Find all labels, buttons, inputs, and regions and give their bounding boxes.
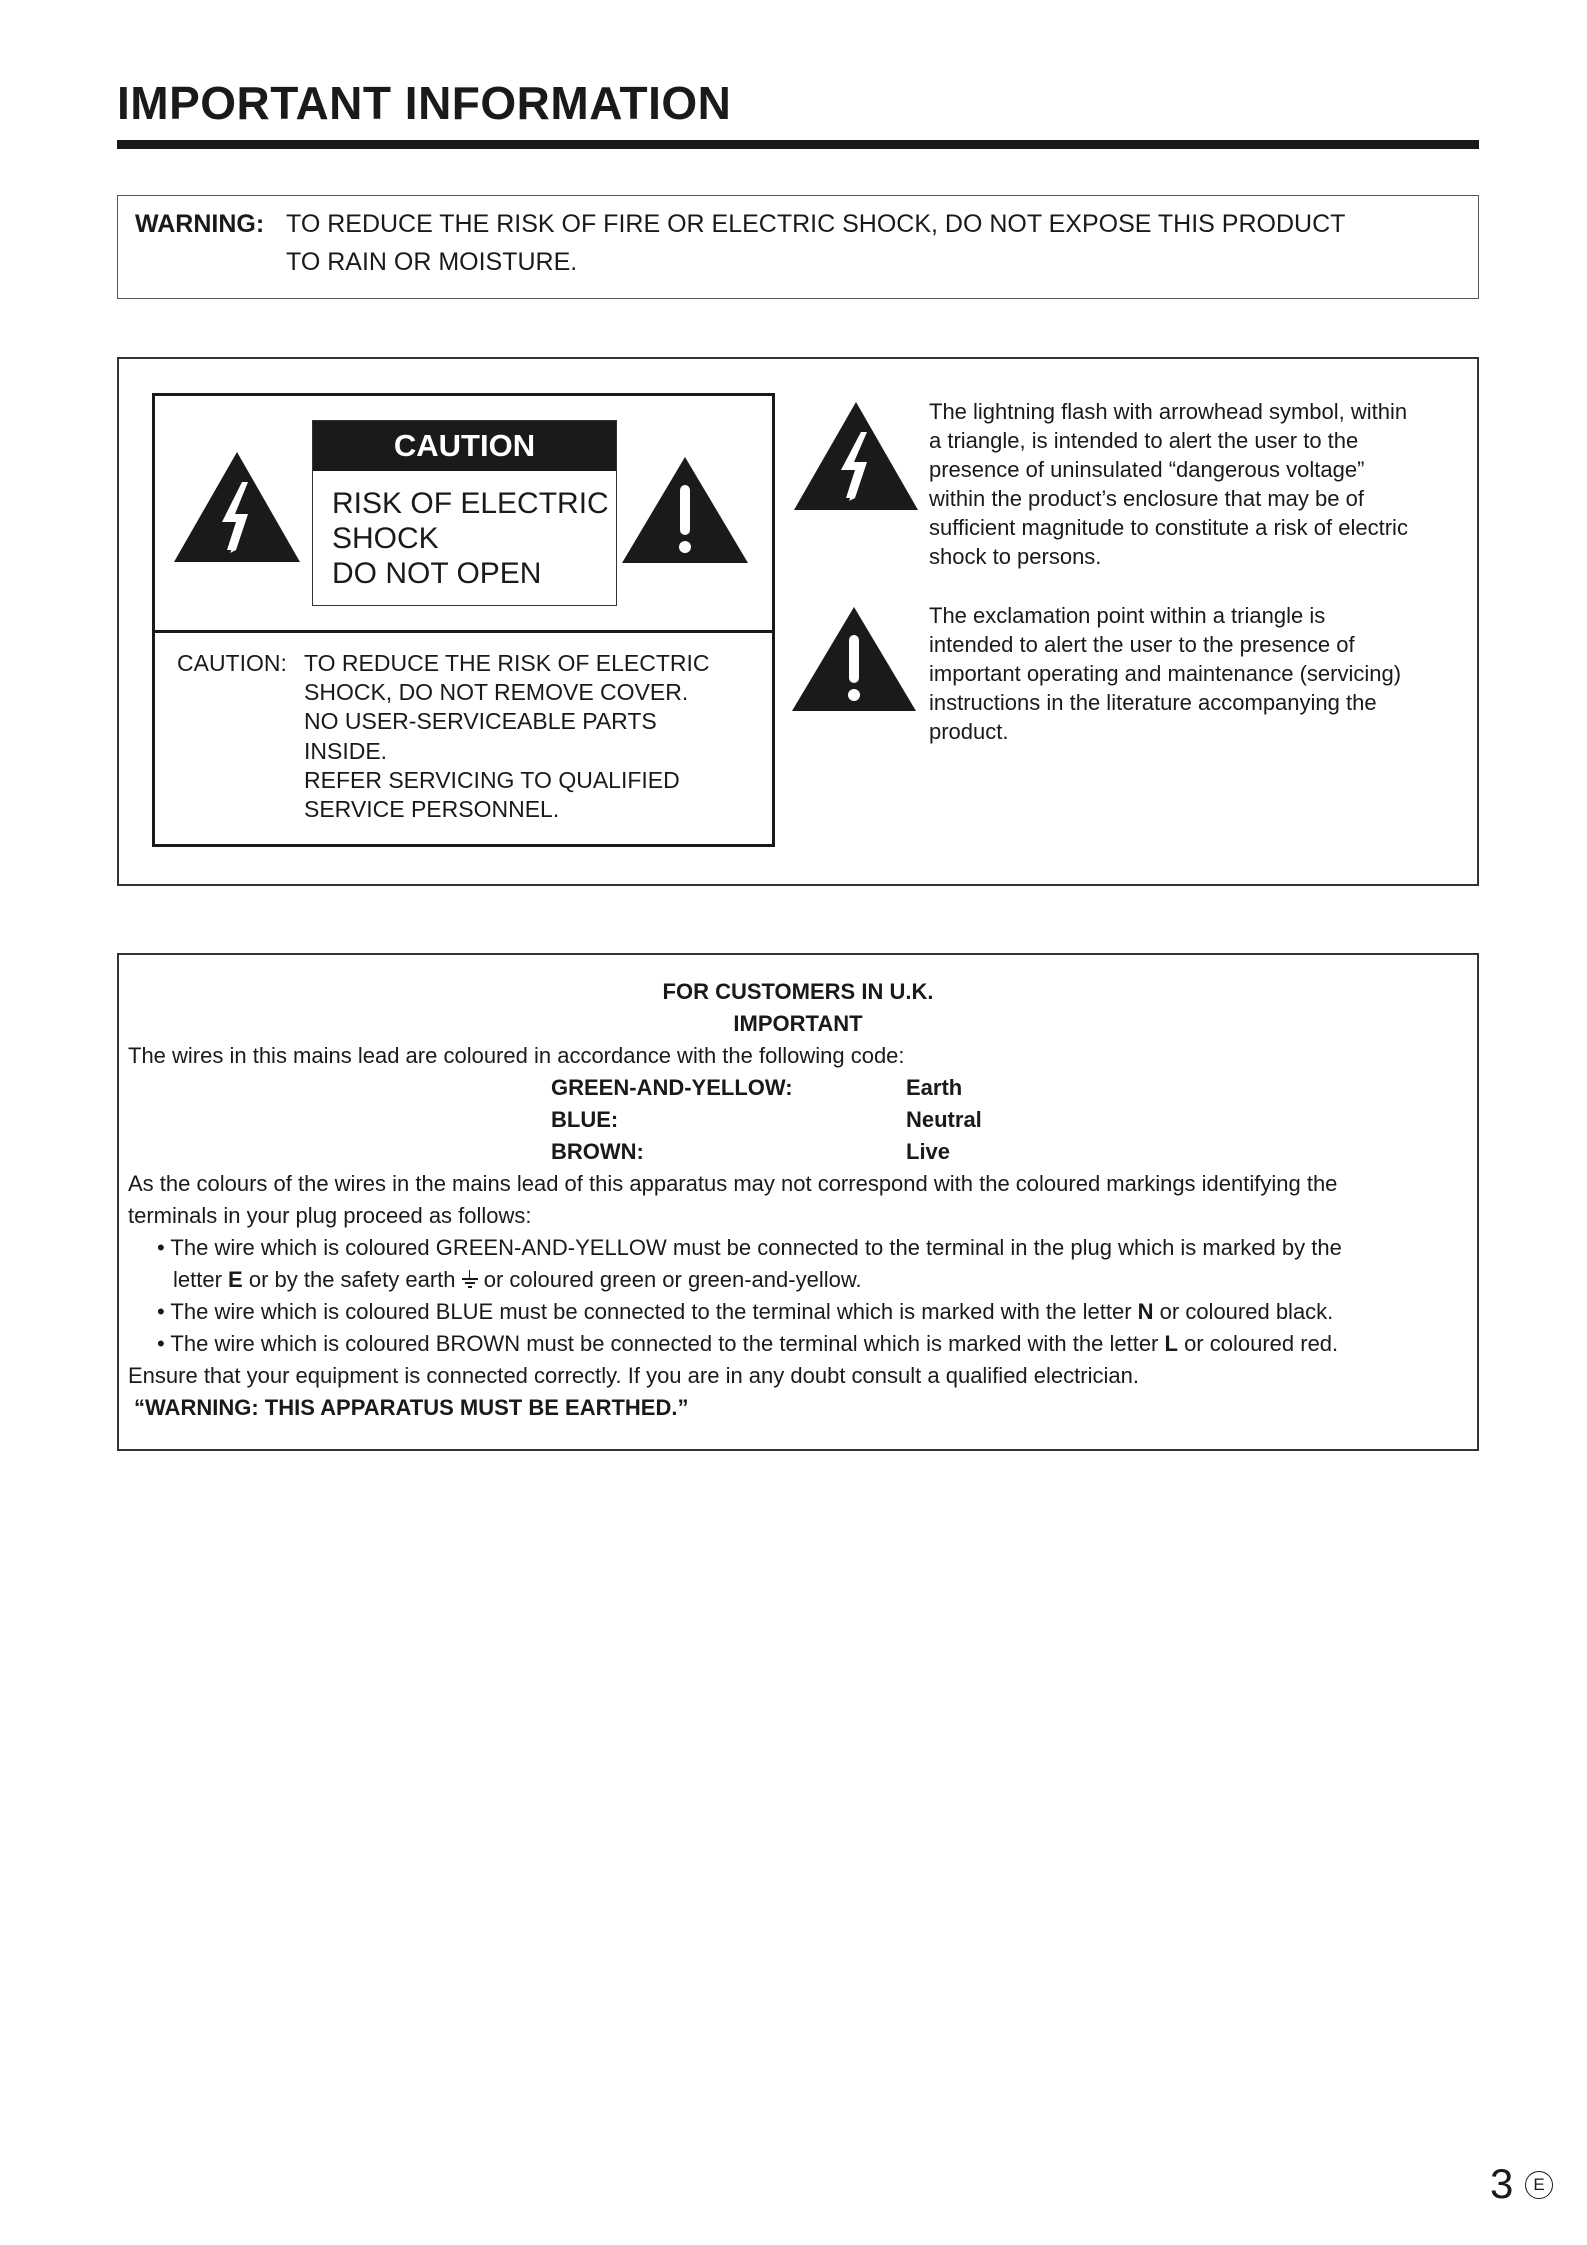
caution-note-line: NO USER-SERVICEABLE PARTS xyxy=(304,708,657,734)
wire-code-meaning: Neutral xyxy=(906,1107,982,1132)
uk-intro: The wires in this mains lead are coloured in accordance with the following code: xyxy=(128,1043,905,1068)
uk-paragraph-line: As the colours of the wires in the mains lead of this apparatus may not correspond with the coloured markings identifying the xyxy=(128,1171,1338,1196)
bullet-neutral-wire: • The wire which is coloured BLUE must be connected to the terminal which is marked with the letter N or coloured black. xyxy=(157,1299,1334,1324)
lightning-description-line: within the product’s enclosure that may be of xyxy=(929,486,1364,511)
wire-code-label: BLUE: xyxy=(551,1107,619,1132)
exclamation-description-line: important operating and maintenance (servicing) xyxy=(929,661,1402,686)
caution-panel-divider xyxy=(152,630,775,633)
bullet-earth-wire-continued xyxy=(173,1267,862,1293)
caution-note-line: SERVICE PERSONNEL. xyxy=(304,796,560,822)
bullet-live-wire: • The wire which is coloured BROWN must be connected to the terminal which is marked with the letter L or coloured red. xyxy=(157,1331,1339,1356)
caution-label-line: SHOCK xyxy=(332,522,439,555)
exclamation-description-line: intended to alert the user to the presence of xyxy=(929,632,1355,657)
page-number: 3 xyxy=(1490,2160,1514,2207)
letter-l: L xyxy=(1164,1331,1178,1356)
wire-code-label: GREEN-AND-YELLOW: xyxy=(551,1075,793,1100)
page-title: IMPORTANT INFORMATION xyxy=(117,77,732,129)
caution-note-line: SHOCK, DO NOT REMOVE COVER. xyxy=(304,679,689,705)
lightning-description-line: presence of uninsulated “dangerous voltage” xyxy=(929,457,1365,482)
bullet-text: or coloured green or green-and-yellow. xyxy=(477,1267,862,1292)
region-badge: E xyxy=(1525,2171,1553,2199)
lightning-symbol-icon xyxy=(793,400,920,512)
bullet-text: The wire which is coloured BLUE must be connected to the terminal which is marked with the letter xyxy=(170,1299,1138,1324)
lightning-description-line: a triangle, is intended to alert the user to the xyxy=(929,428,1359,453)
caution-note-label: CAUTION: xyxy=(177,650,287,676)
title-rule xyxy=(117,140,1479,149)
bullet-text: or coloured black. xyxy=(1153,1299,1334,1324)
exclamation-description-line: product. xyxy=(929,719,1009,744)
earth-symbol-icon xyxy=(462,1270,478,1290)
caution-label-line: DO NOT OPEN xyxy=(332,557,542,590)
warning-text-line: TO RAIN OR MOISTURE. xyxy=(286,248,578,276)
caution-label-line: RISK OF ELECTRIC xyxy=(332,487,609,520)
wire-code-label: BROWN: xyxy=(551,1139,644,1164)
caution-note-line: REFER SERVICING TO QUALIFIED xyxy=(304,767,680,793)
uk-heading: FOR CUSTOMERS IN U.K. xyxy=(662,979,934,1004)
wire-code-meaning: Live xyxy=(906,1139,951,1164)
warning-box xyxy=(117,195,1479,299)
bullet-text: letter xyxy=(173,1267,229,1292)
earthed-warning: “WARNING: THIS APPARATUS MUST BE EARTHED.” xyxy=(134,1395,689,1420)
bullet-text: The wire which is coloured BROWN must be connected to the terminal which is marked with the letter xyxy=(170,1331,1165,1356)
warning-label: WARNING: xyxy=(135,210,265,238)
exclamation-description-line: The exclamation point within a triangle is xyxy=(929,603,1326,628)
lightning-description-line: shock to persons. xyxy=(929,544,1102,569)
uk-paragraph-line: terminals in your plug proceed as follows: xyxy=(128,1203,532,1228)
exclamation-warning-icon xyxy=(620,455,750,565)
lightning-description-line: The lightning flash with arrowhead symbol, within xyxy=(929,399,1408,424)
bullet-text: or by the safety earth xyxy=(242,1267,462,1292)
caution-note-line: INSIDE. xyxy=(304,738,388,764)
exclamation-symbol-icon xyxy=(790,605,918,713)
exclamation-description-line: instructions in the literature accompanying the xyxy=(929,690,1377,715)
caution-header: CAUTION xyxy=(313,421,616,471)
wire-code-meaning: Earth xyxy=(906,1075,963,1100)
bullet-earth-wire: • The wire which is coloured GREEN-AND-YELLOW must be connected to the terminal in the plug which is marked by the xyxy=(157,1235,1342,1260)
uk-ensure-text: Ensure that your equipment is connected correctly. If you are in any doubt consult a qualified electrician. xyxy=(128,1363,1139,1388)
warning-text-line: TO REDUCE THE RISK OF FIRE OR ELECTRIC SHOCK, DO NOT EXPOSE THIS PRODUCT xyxy=(286,210,1346,238)
bullet-text: or coloured red. xyxy=(1177,1331,1339,1356)
caution-note-line: TO REDUCE THE RISK OF ELECTRIC xyxy=(304,650,710,676)
bullet-text: The wire which is coloured GREEN-AND-YELLOW must be connected to the terminal in the plug which is marked by the xyxy=(170,1235,1342,1260)
letter-n: N xyxy=(1137,1299,1154,1324)
lightning-description-line: sufficient magnitude to constitute a risk of electric xyxy=(929,515,1408,540)
lightning-warning-icon xyxy=(172,450,302,565)
uk-subheading: IMPORTANT xyxy=(733,1011,863,1036)
letter-e: E xyxy=(228,1267,243,1292)
